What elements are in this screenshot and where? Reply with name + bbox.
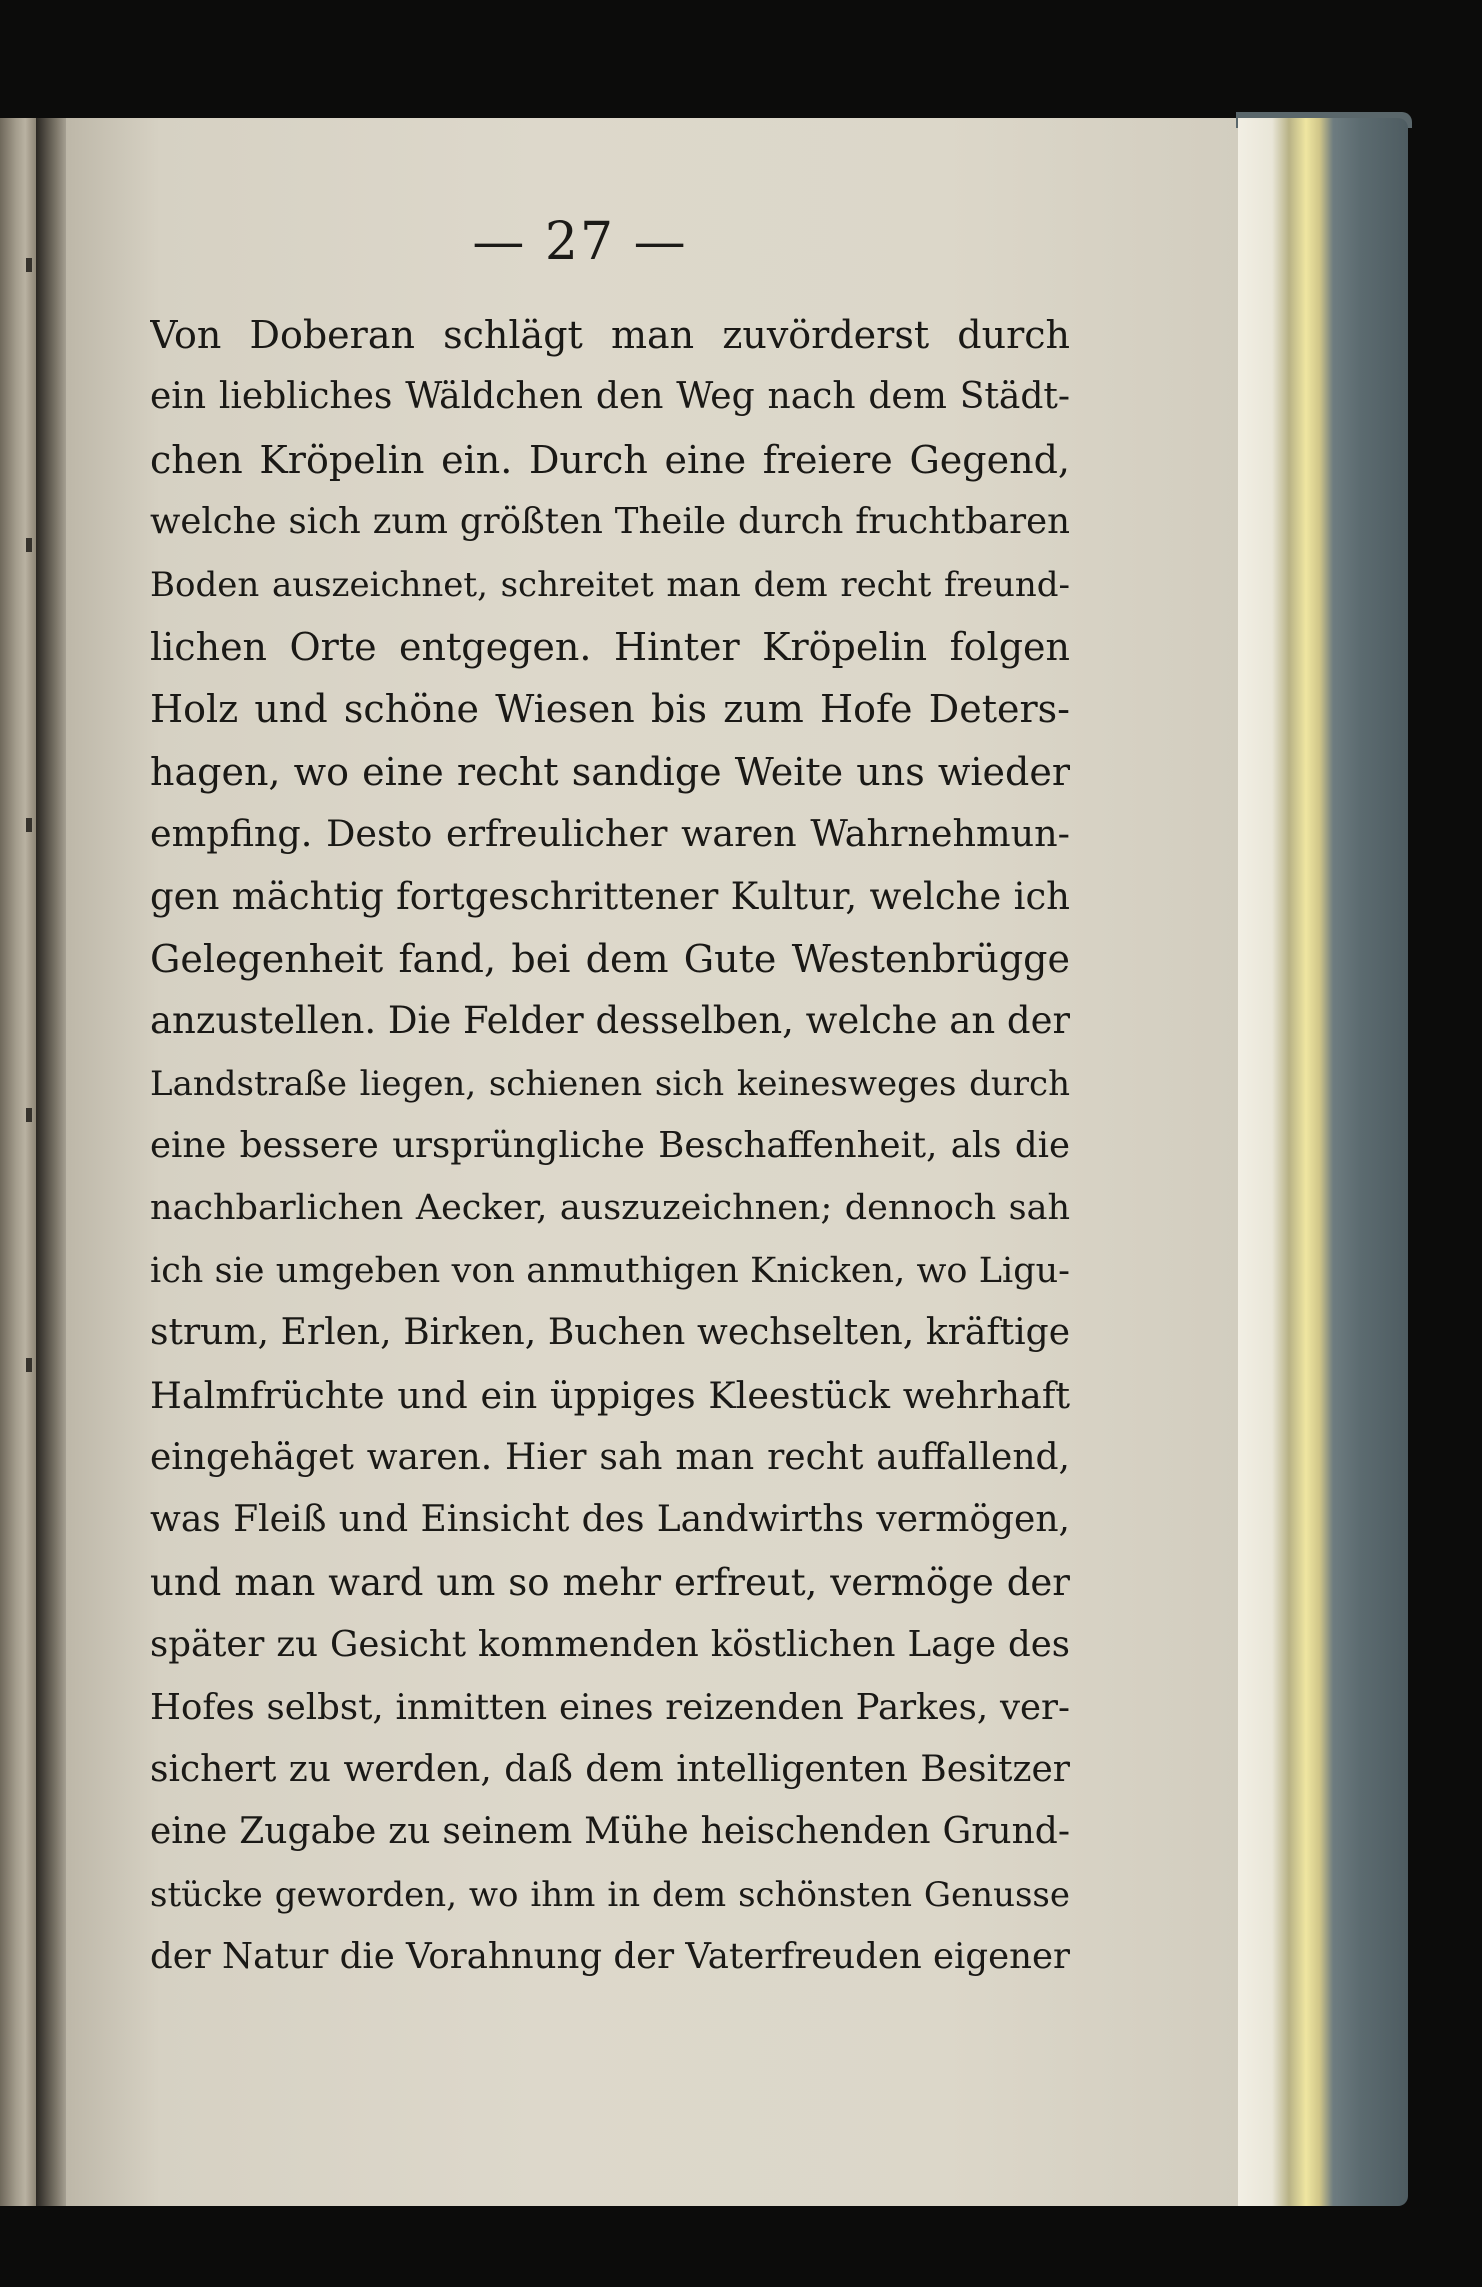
edge-mark (26, 818, 32, 832)
text-line: Landstraße liegen, schienen sich keinesweges durch (150, 1063, 1070, 1104)
text-line: was Fleiß und Einsicht des Landwirths vermögen, (150, 1499, 1070, 1541)
text-line: eine Zugabe zu seinem Mühe heischenden Grund- (150, 1811, 1070, 1853)
text-line: hagen, wo eine recht sandige Weite uns wieder (150, 749, 1070, 794)
edge-mark (26, 1358, 32, 1372)
text-line: eine bessere ursprüngliche Beschaffenheit, als die (150, 1125, 1070, 1167)
text-line: Hofes selbst, inmitten eines reizenden Parkes, ver- (150, 1686, 1070, 1728)
left-page-edge (0, 118, 36, 2206)
text-line: ich sie umgeben von anmuthigen Knicken, wo Ligu- (150, 1250, 1070, 1291)
text-line: Boden auszeichnet, schreitet man dem recht freund- (150, 564, 1070, 605)
text-line: Gelegenheit fand, bei dem Gute Westenbrügge (150, 936, 1070, 981)
gutter-shadow (36, 118, 70, 2206)
page-number: — 27 — (472, 212, 688, 272)
text-line: eingehäget waren. Hier sah man recht auffallend, (150, 1437, 1070, 1479)
text-line: stücke geworden, wo ihm in dem schönsten Genusse (150, 1874, 1070, 1915)
text-line: und man ward um so mehr erfreut, vermöge der (150, 1560, 1070, 1604)
edge-mark (26, 258, 32, 272)
text-line: Halmfrüchte und ein üppiges Kleestück wehrhaft (150, 1373, 1070, 1417)
text-line: strum, Erlen, Birken, Buchen wechselten, kräftige (150, 1312, 1070, 1354)
text-line: empfing. Desto erfreulicher waren Wahrnehmun- (150, 812, 1070, 856)
text-line: später zu Gesicht kommenden köstlichen Lage des (150, 1624, 1070, 1666)
text-line: Holz und schöne Wiesen bis zum Hofe Deters- (150, 687, 1070, 732)
text-line: sichert zu werden, daß dem intelligenten Besitzer (150, 1748, 1070, 1790)
text-line: chen Kröpelin ein. Durch eine freiere Gegend, (150, 437, 1070, 482)
text-line: lichen Orte entgegen. Hinter Kröpelin folgen (150, 624, 1070, 669)
text-line: ein liebliches Wäldchen den Weg nach dem Städt- (150, 376, 1070, 418)
text-line: der Natur die Vorahnung der Vaterfreuden eigener (150, 1936, 1070, 1978)
text-line: gen mächtig fortgeschrittener Kultur, welche ich (150, 874, 1070, 918)
edge-mark (26, 538, 32, 552)
text-line: Von Doberan schlägt man zuvörderst durch (150, 313, 1070, 357)
body-text (150, 304, 1070, 1989)
text-line: nachbarlichen Aecker, auszuzeichnen; dennoch sah (150, 1188, 1070, 1229)
cover-board (1238, 118, 1408, 2206)
edge-mark (26, 1108, 32, 1122)
text-line: welche sich zum größten Theile durch fruchtbaren (150, 501, 1070, 543)
text-line: anzustellen. Die Felder desselben, welche an der (150, 999, 1070, 1043)
